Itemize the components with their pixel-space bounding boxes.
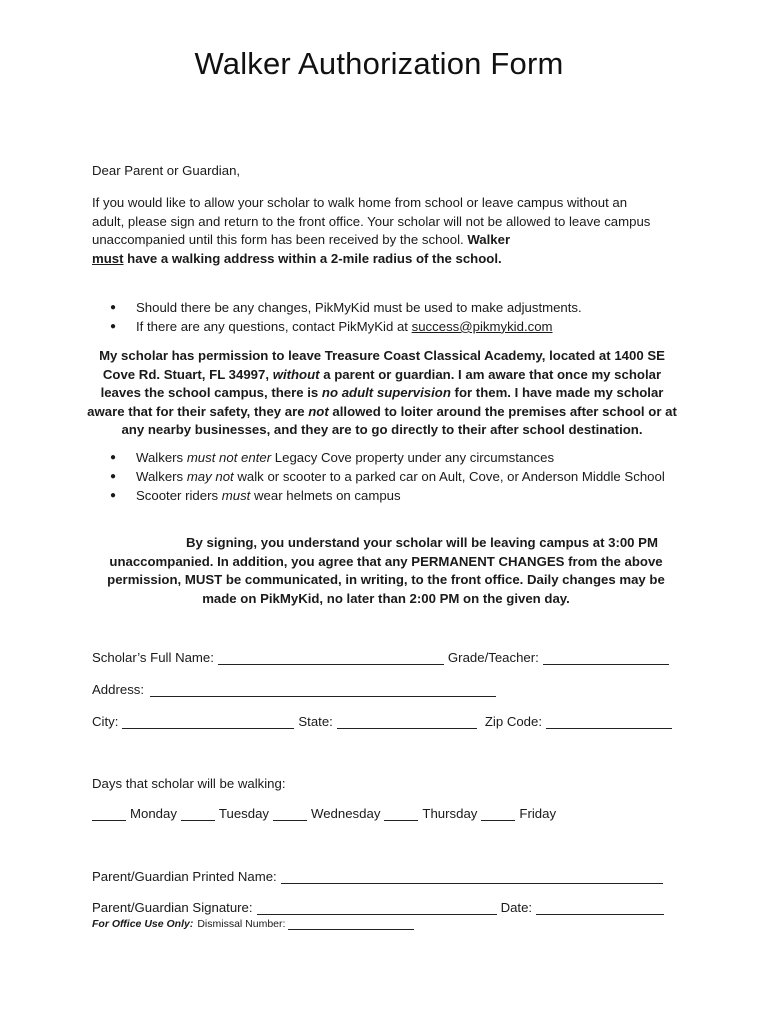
rule-2-text-b: walk or scooter to a parked car on Ault, Cove, or Anderson Middle School [233, 468, 665, 484]
form-title: Walker Authorization Form [194, 46, 564, 81]
city-label: City: [92, 714, 119, 729]
monday-checkbox-line[interactable] [92, 808, 126, 821]
bullet-changes-text: Should there be any changes, PikMyKid must be used to make adjustments. [136, 300, 582, 315]
days-row [92, 806, 556, 821]
intro-bold-radius: have a walking address within a 2-mile radius of the school. [123, 250, 502, 266]
rule-3-italic: must [221, 487, 251, 503]
grade-teacher-label: Grade/Teacher: [447, 650, 539, 665]
greeting: Dear Parent or Guardian, [92, 163, 241, 178]
state-field[interactable] [337, 716, 477, 729]
list-item [108, 318, 678, 337]
rule-1-italic: must not enter [186, 450, 272, 465]
list-item [108, 487, 678, 506]
tuesday-label: Tuesday [218, 806, 270, 821]
city-state-zip-row [92, 714, 676, 729]
date-field[interactable] [536, 902, 664, 915]
intro-bold-walker: Walker [467, 232, 511, 248]
address-label: Address: [92, 682, 145, 697]
parent-signature-field[interactable] [257, 902, 497, 915]
list-item [108, 299, 678, 318]
intro-bold-must: must [92, 250, 124, 266]
permission-italic-without: without [272, 366, 320, 382]
wednesday-label: Wednesday [311, 806, 381, 821]
rule-3-text-b: wear helmets on campus [250, 487, 401, 503]
permission-italic-supervision: no adult supervision [321, 385, 451, 401]
signing-statement [96, 534, 676, 608]
dismissal-number-field[interactable] [288, 920, 414, 930]
friday-label: Friday [519, 806, 557, 821]
permission-italic-not: not [308, 403, 329, 419]
zip-field[interactable] [546, 716, 672, 729]
rules-bullet-list [108, 449, 678, 505]
friday-checkbox-line[interactable] [481, 808, 515, 821]
parent-name-label: Parent/Guardian Printed Name: [92, 869, 277, 884]
changes-bullet-list [108, 299, 678, 337]
city-field[interactable] [122, 716, 294, 729]
monday-label: Monday [130, 806, 177, 821]
dismissal-number-label: Dismissal Number: [197, 918, 286, 930]
office-use-row [92, 918, 414, 930]
state-label: State: [298, 714, 333, 729]
permission-text-3: for them. I have made my scholar aware that for their safety, they are [87, 385, 664, 419]
bullet-contact-text: If there are any questions, contact PikMyKid at [136, 318, 412, 334]
scholar-name-label: Scholar’s Full Name: [92, 650, 214, 665]
signature-row [92, 900, 668, 915]
list-item [108, 468, 678, 487]
scholar-info-row [92, 650, 673, 665]
thursday-label: Thursday [422, 806, 478, 821]
parent-name-row [92, 869, 667, 884]
permission-text-2: a parent or guardian. I am aware that once my scholar leaves the school campus, there is [100, 366, 662, 401]
rule-1-text-a: Walkers [136, 450, 187, 465]
date-label: Date: [500, 900, 533, 915]
rule-3-text-a: Scooter riders [136, 487, 222, 503]
wednesday-checkbox-line[interactable] [273, 808, 307, 821]
thursday-checkbox-line[interactable] [384, 808, 418, 821]
permission-statement [86, 347, 678, 440]
zip-label: Zip Code: [484, 714, 543, 729]
rule-2-italic: may not [186, 468, 234, 484]
rule-1-text-b: Legacy Cove property under any circumstances [271, 450, 555, 465]
permission-text-1: My scholar has permission to leave Treasure Coast Classical Academy, located at 1400 SE Cove Rd. Stuart, FL 34997, [99, 348, 665, 382]
parent-name-field[interactable] [281, 871, 663, 884]
permission-text-4: allowed to loiter around the premises after school or at any nearby businesses, and they are to go directly to their after school destination. [121, 403, 677, 438]
rule-2-text-a: Walkers [136, 468, 187, 484]
list-item [108, 449, 678, 468]
scholar-name-field[interactable] [218, 652, 444, 665]
tuesday-checkbox-line[interactable] [181, 808, 215, 821]
days-walking-label: Days that scholar will be walking: [92, 776, 286, 791]
support-email-link[interactable]: success@pikmykid.com [411, 318, 553, 334]
intro-text: If you would like to allow your scholar to walk home from school or leave campus without an adult, please sign and return to the front office. Your scholar will not be allowed to leave campus unaccompanied until this form has been received by the school. [92, 195, 651, 248]
intro-paragraph [92, 194, 662, 268]
address-row [92, 682, 500, 697]
grade-teacher-field[interactable] [543, 652, 669, 665]
parent-signature-label: Parent/Guardian Signature: [92, 900, 253, 915]
signing-text: By signing, you understand your scholar will be leaving campus at 3:00 PM unaccompanied. In addition, you agree that any PERMANENT CHANGES from the above permission, MUST be communicated, in writing, to the front office. Daily changes may be made on PikMyKid, no later than 2:00 PM on the given day. [107, 535, 665, 606]
office-use-label: For Office Use Only: [92, 918, 194, 930]
address-field[interactable] [150, 684, 496, 697]
